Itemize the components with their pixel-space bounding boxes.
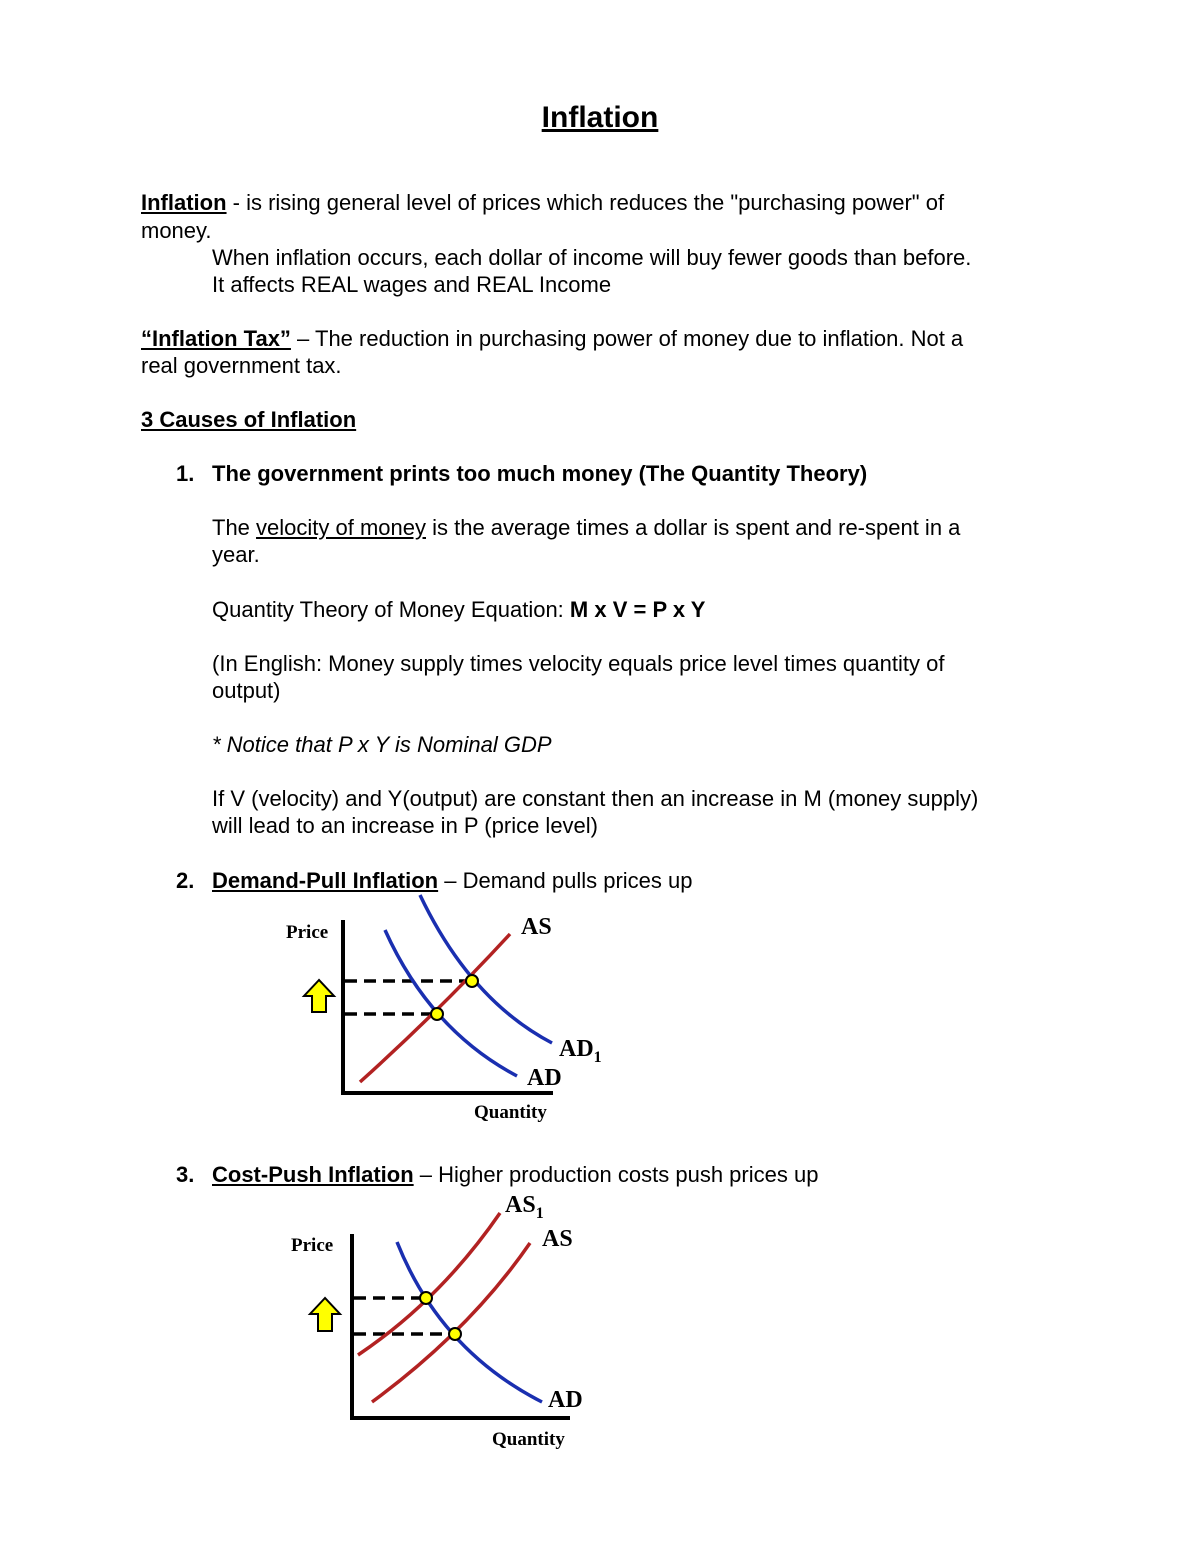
chart-1-xlabel: Quantity (474, 1102, 547, 1123)
page-title: Inflation (541, 101, 659, 134)
velocity-pre: The (212, 515, 257, 540)
definition-line-2: money. (141, 218, 212, 243)
chart-1-equilibrium-new (466, 975, 478, 987)
english-line-1: (In English: Money supply times velocity equals price level times quantity of (212, 651, 945, 676)
cause-2-text: – Demand pulls prices up (438, 868, 693, 893)
chart-1-equilibrium-old (431, 1008, 443, 1020)
cause-3-term: Cost-Push Inflation (212, 1162, 414, 1187)
if-line-1: If V (velocity) and Y(output) are constant then an increase in M (money supply) (212, 786, 979, 811)
chart-2-equilibrium-old (449, 1328, 461, 1340)
definition-sub-1: When inflation occurs, each dollar of income will buy fewer goods than before. (212, 245, 972, 270)
if-line-2: will lead to an increase in P (price level) (212, 813, 598, 838)
english-line-2: output) (212, 678, 281, 703)
up-arrow-icon (310, 1298, 340, 1331)
inflation-tax-text: – The reduction in purchasing power of money due to inflation. Not a (290, 326, 964, 351)
cause-3-text: – Higher production costs push prices up (413, 1162, 819, 1187)
cause-3-line (212, 1161, 1042, 1188)
cause-3-number: 3. (176, 1162, 195, 1187)
up-arrow-icon (304, 980, 334, 1012)
cause-1-heading: The government prints too much money (The Quantity Theory) (212, 461, 868, 486)
cause-2-term: Demand-Pull Inflation (212, 868, 439, 893)
chart-2-label-as1-sub: 1 (535, 1205, 544, 1222)
chart-1-ylabel: Price (286, 922, 329, 943)
chart-1-label-ad1-main: AD (559, 1036, 594, 1062)
velocity-post: is the average times a dollar is spent and re-spent in a (426, 515, 961, 540)
definition-text: - is rising general level of prices which reduces the "purchasing power" of (226, 190, 945, 215)
chart-2-ad-curve (397, 1242, 542, 1402)
cause-1-number: 1. (176, 461, 195, 486)
chart-2-label-ad: AD (548, 1387, 583, 1413)
notice-line: * Notice that P x Y is Nominal GDP (212, 732, 552, 757)
chart-1-label-ad: AD (527, 1065, 562, 1091)
chart-2-equilibrium-new (420, 1292, 432, 1304)
inflation-tax-term: “Inflation Tax” (141, 326, 291, 351)
causes-heading: 3 Causes of Inflation (141, 407, 357, 432)
chart-1-label-ad1 (559, 1036, 602, 1066)
chart-2-as-curve (372, 1243, 530, 1402)
chart-2-label-as: AS (542, 1226, 573, 1252)
chart-1-label-ad1-sub: 1 (593, 1049, 602, 1066)
chart-2-label-as1-main: AS (505, 1192, 536, 1218)
equation-label: Quantity Theory of Money Equation: (212, 597, 570, 622)
velocity-line-2: year. (212, 542, 260, 567)
definition-sub-2: It affects REAL wages and REAL Income (212, 272, 612, 297)
velocity-term: velocity of money (256, 515, 426, 540)
chart-1-label-as: AS (521, 914, 552, 940)
cause-2-number: 2. (176, 868, 195, 893)
chart-2-xlabel: Quantity (492, 1429, 565, 1450)
definition-term: Inflation (141, 190, 227, 215)
equation: M x V = P x Y (569, 597, 706, 622)
chart-2-ylabel: Price (291, 1235, 334, 1256)
inflation-tax-line-2: real government tax. (141, 353, 342, 378)
chart-2-label-as1 (505, 1192, 544, 1222)
